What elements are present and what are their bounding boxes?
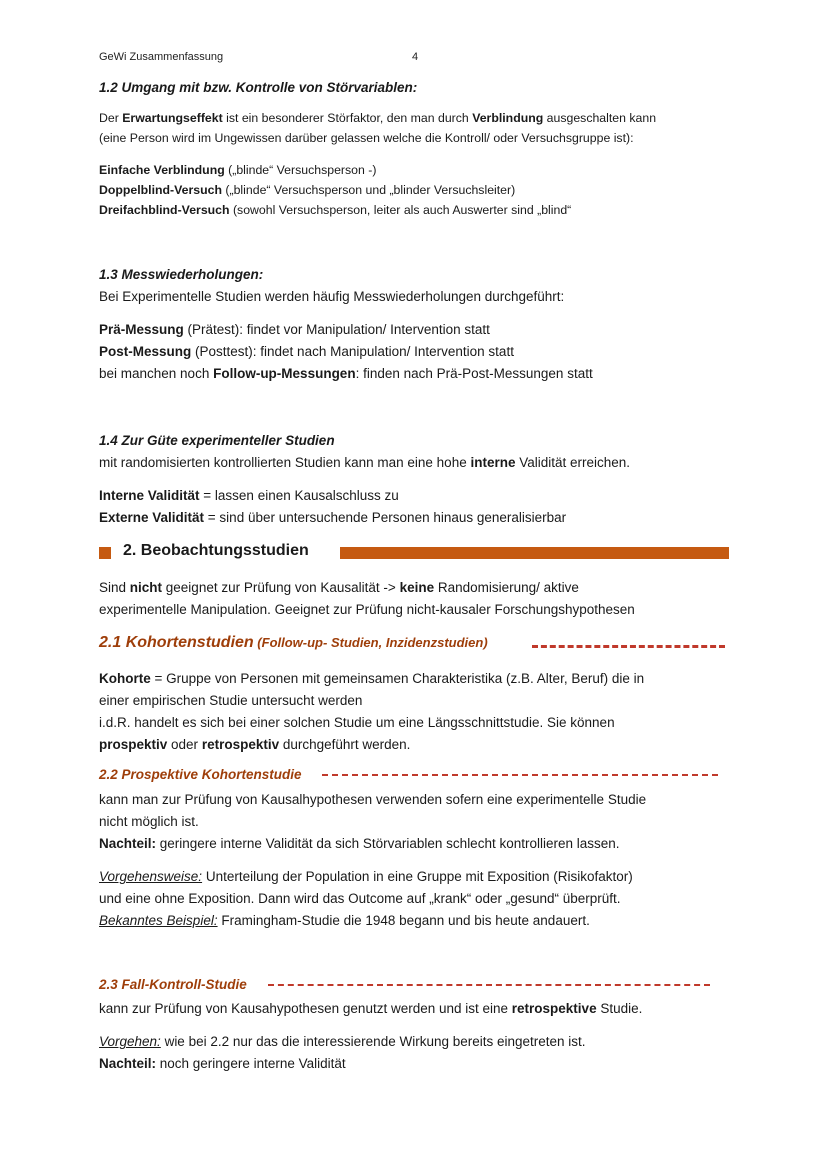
s2-1-line1: Kohorte = Gruppe von Personen mit gemeinsamen Charakteristika (z.B. Alter, Beruf) die in — [99, 671, 645, 686]
section-bar — [340, 547, 729, 559]
heading-2-3-dashes — [268, 984, 710, 986]
s1-3-follow: bei manchen noch Follow-up-Messungen: finden nach Prä-Post-Messungen statt — [99, 366, 593, 381]
heading-1-4: 1.4 Zur Güte experimenteller Studien — [99, 433, 335, 448]
s2-3-line3: Nachteil: noch geringere interne Validität — [99, 1056, 346, 1071]
s2-1-line3: i.d.R. handelt es sich bei einer solchen Studie um eine Längsschnittstudie. Sie können — [99, 715, 615, 730]
s1-3-post: Post-Messung (Posttest): findet nach Manipulation/ Intervention statt — [99, 344, 514, 359]
s2-3-line2: Vorgehen: wie bei 2.2 nur das die interessierende Wirkung bereits eingetreten ist. — [99, 1034, 586, 1049]
s1-4-intro: mit randomisierten kontrollierten Studien kann man eine hohe interne Validität erreichen. — [99, 455, 631, 470]
s2-2-line3: Nachteil: geringere interne Validität da sich Störvariablen schlecht kontrollieren lassen. — [99, 836, 620, 851]
s1-2-item-2: Doppelblind-Versuch („blinde“ Versuchsperson und „blinder Versuchsleiter) — [99, 183, 516, 197]
s1-2-item-1: Einfache Verblindung („blinde“ Versuchsperson -) — [99, 163, 377, 177]
heading-1-2: 1.2 Umgang mit bzw. Kontrolle von Störvariablen: — [99, 80, 418, 95]
s2-2-line2: nicht möglich ist. — [99, 814, 199, 829]
heading-2: 2. Beobachtungsstudien — [123, 542, 309, 559]
s2-line1: Sind nicht geeignet zur Prüfung von Kausalität -> keine Randomisierung/ aktive — [99, 580, 579, 595]
s1-2-line2: (eine Person wird im Ungewissen darüber gelassen welche die Kontroll/ oder Versuchsgruppe ist): — [99, 131, 634, 145]
s2-2-line4: Vorgehensweise: Unterteilung der Population in eine Gruppe mit Exposition (Risikofaktor) — [99, 869, 633, 884]
heading-2-2: 2.2 Prospektive Kohortenstudie — [99, 767, 302, 782]
section-marker — [99, 547, 111, 559]
s1-3-pre: Prä-Messung (Prätest): findet vor Manipulation/ Intervention statt — [99, 322, 490, 337]
header-title: GeWi Zusammenfassung — [99, 51, 224, 63]
heading-2-1: 2.1 Kohortenstudien (Follow-up- Studien, Inzidenzstudien) — [99, 634, 488, 651]
s2-2-line1: kann man zur Prüfung von Kausalhypothesen verwenden sofern eine experimentelle Studie — [99, 792, 647, 807]
s2-line2: experimentelle Manipulation. Geeignet zur Prüfung nicht-kausaler Forschungshypothesen — [99, 602, 635, 617]
s2-3-line1: kann zur Prüfung von Kausahypothesen genutzt werden und ist eine retrospektive Studie. — [99, 1001, 643, 1016]
s2-2-line5: und eine ohne Exposition. Dann wird das Outcome auf „krank“ oder „gesund“ überprüft. — [99, 891, 621, 906]
s1-2-line1: Der Erwartungseffekt ist ein besonderer Störfaktor, den man durch Verblindung ausgeschalten kann — [99, 111, 657, 125]
s2-2-line6: Bekanntes Beispiel: Framingham-Studie die 1948 begann und bis heute andauert. — [99, 913, 590, 928]
s2-1-line2: einer empirischen Studie untersucht werden — [99, 693, 363, 708]
heading-2-3: 2.3 Fall-Kontroll-Studie — [99, 977, 247, 992]
s1-4-external: Externe Validität = sind über untersuchende Personen hinaus generalisierbar — [99, 510, 567, 525]
s1-3-intro: Bei Experimentelle Studien werden häufig Messwiederholungen durchgeführt: — [99, 289, 565, 304]
s1-2-item-3: Dreifachblind-Versuch (sowohl Versuchsperson, leiter als auch Auswerter sind „blind“ — [99, 203, 572, 217]
s2-1-line4: prospektiv oder retrospektiv durchgeführt werden. — [99, 737, 411, 752]
s1-4-internal: Interne Validität = lassen einen Kausalschluss zu — [99, 488, 399, 503]
page-number: 4 — [412, 51, 419, 63]
heading-2-2-dashes — [322, 774, 718, 776]
heading-1-3: 1.3 Messwiederholungen: — [99, 267, 264, 282]
heading-2-1-dashes — [532, 645, 725, 648]
